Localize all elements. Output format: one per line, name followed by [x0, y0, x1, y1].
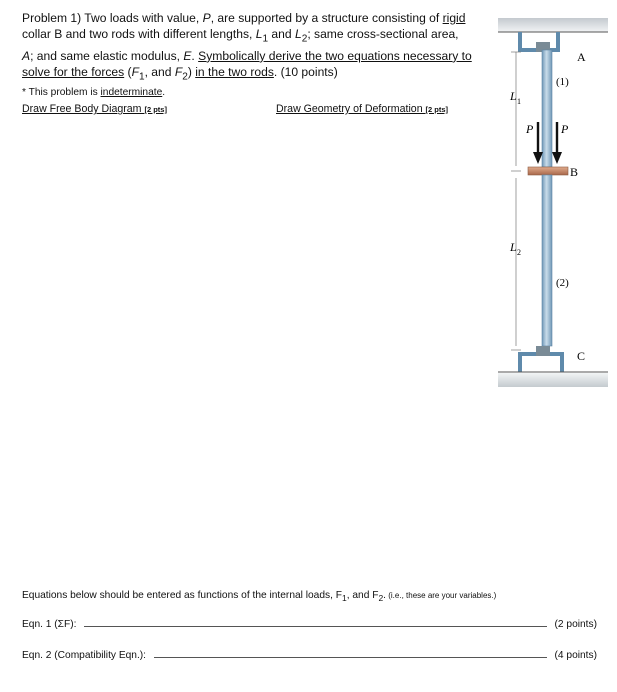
equation-2-input-line[interactable] — [154, 656, 547, 658]
problem-text: Problem 1) Two loads with value, P, are supported by a structure consisting of rigid collar B and two rods with different lengths, $L_1$ and $L_2$; same cross-sectional area, A; and same elastic modulus, E. Symbolically derive the two equations necessary to solve for the forces ($F_1$, and $F_2$) in the two rods. (10 points) — [22, 11, 472, 83]
indeterminate-note: * This problem is indeterminate. — [22, 86, 166, 98]
svg-text:L: L — [510, 89, 517, 103]
equation-2-label: Eqn. 2 (Compatibility Eqn.): — [22, 650, 147, 661]
bracket-a — [520, 32, 558, 52]
svg-text:L: L — [510, 240, 517, 254]
collar-b — [528, 167, 568, 175]
equation-1-points: (2 points) — [554, 619, 597, 630]
rod-2 — [542, 175, 552, 346]
problem-statement — [22, 10, 472, 100]
rod-1 — [542, 50, 552, 167]
length-1-label — [509, 89, 521, 106]
equation-instructions: Equations below should be entered as functions of the internal loads, $F_1$, and $F_2$. (i.e., these are your variables.) — [22, 590, 497, 604]
load-left-label: P — [526, 122, 534, 136]
equation-1-input-line[interactable] — [84, 625, 546, 627]
svg-text:1: 1 — [517, 97, 521, 106]
geometry-heading: Draw Geometry of Deformation [2 pts] — [276, 103, 449, 115]
point-b-label: B — [570, 165, 579, 179]
rod-1-label: (1) — [556, 76, 569, 88]
load-right-label: P — [561, 122, 569, 136]
svg-text:2: 2 — [517, 248, 521, 257]
equation-1-row — [22, 619, 597, 630]
point-a-label: A — [577, 50, 586, 64]
equation-2-row — [22, 650, 597, 661]
bracket-c — [520, 346, 562, 372]
point-c-label: C — [577, 349, 586, 363]
rod-2-label: (2) — [556, 277, 569, 289]
equation-2-points: (4 points) — [554, 650, 597, 661]
bottom-support — [498, 373, 608, 387]
structure-figure — [498, 18, 610, 394]
top-support — [498, 18, 608, 32]
equation-1-label: Eqn. 1 (ΣF): — [22, 619, 77, 630]
length-2-label — [509, 240, 521, 257]
fbd-heading: Draw Free Body Diagram [2 pts] — [22, 103, 167, 115]
